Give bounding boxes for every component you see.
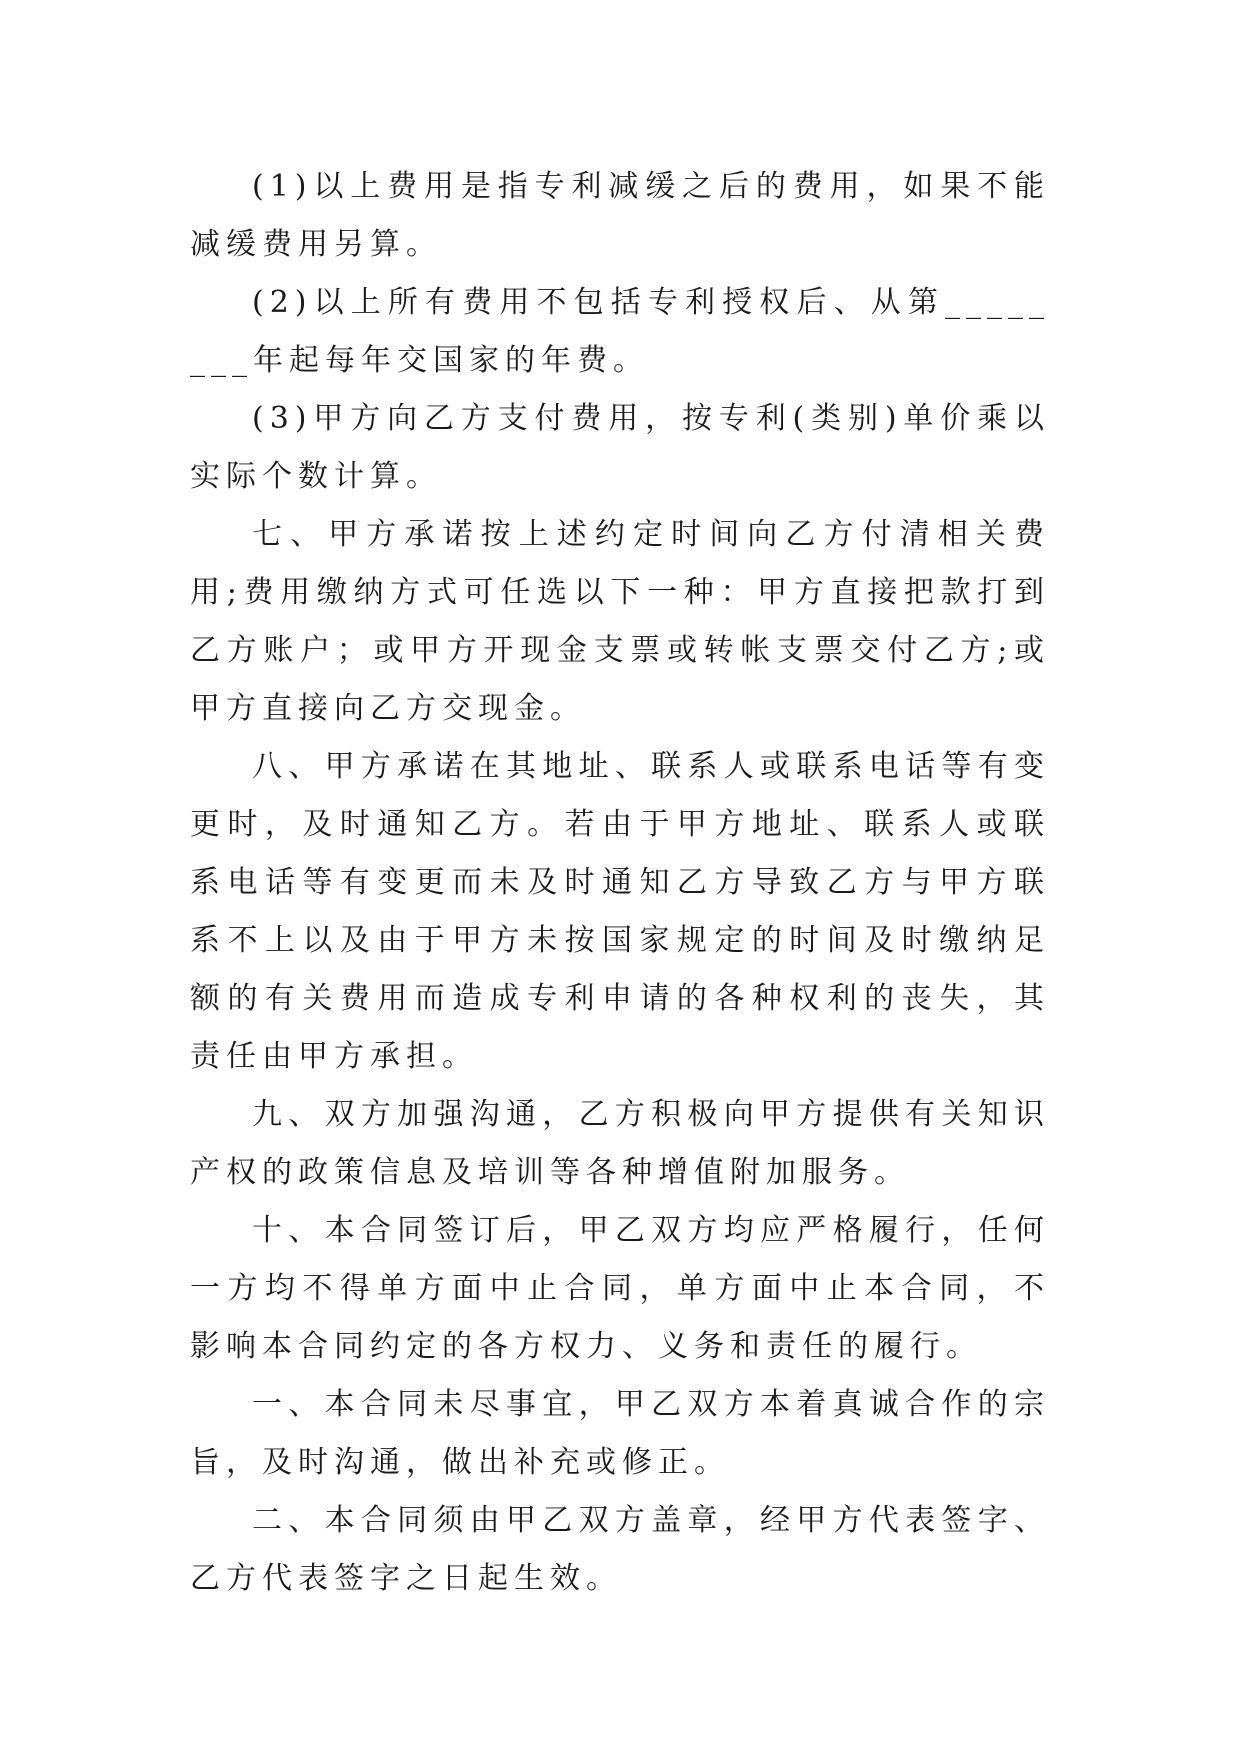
paragraph-clause-9: 九、双方加强沟通，乙方积极向甲方提供有关知识产权的政策信息及培训等各种增值附加服务。 — [190, 1097, 1050, 1190]
document-body — [190, 158, 1050, 1608]
paragraph-clause-7: 七、甲方承诺按上述约定时间向乙方付清相关费用;费用缴纳方式可任选以下一种：甲方直接把款打到乙方账户；或甲方开现金支票或转帐支票交付乙方;或甲方直接向乙方交现金。 — [190, 517, 1050, 726]
paragraph-clause-12: 二、本合同须由甲乙双方盖章，经甲方代表签字、乙方代表签字之日起生效。 — [190, 1503, 1050, 1596]
paragraph-fee-note-2: (2)以上所有费用不包括专利授权后、从第________年起每年交国家的年费。 — [190, 285, 1050, 378]
paragraph-fee-note-3: (3)甲方向乙方支付费用，按专利(类别)单价乘以实际个数计算。 — [190, 401, 1050, 494]
paragraph-clause-8: 八、甲方承诺在其地址、联系人或联系电话等有变更时，及时通知乙方。若由于甲方地址、联系人或联系电话等有变更而未及时通知乙方导致乙方与甲方联系不上以及由于甲方未按国家规定的时间及时缴纳足额的有关费用而造成专利申请的各种权利的丧失，其责任由甲方承担。 — [190, 749, 1050, 1074]
paragraph-fee-note-1: (1)以上费用是指专利减缓之后的费用，如果不能减缓费用另算。 — [190, 169, 1050, 262]
paragraph-clause-10: 十、本合同签订后，甲乙双方均应严格履行，任何一方均不得单方面中止合同，单方面中止本合同，不影响本合同约定的各方权力、义务和责任的履行。 — [190, 1213, 1050, 1364]
paragraph-clause-11: 一、本合同未尽事宜，甲乙双方本着真诚合作的宗旨，及时沟通，做出补充或修正。 — [190, 1387, 1050, 1480]
